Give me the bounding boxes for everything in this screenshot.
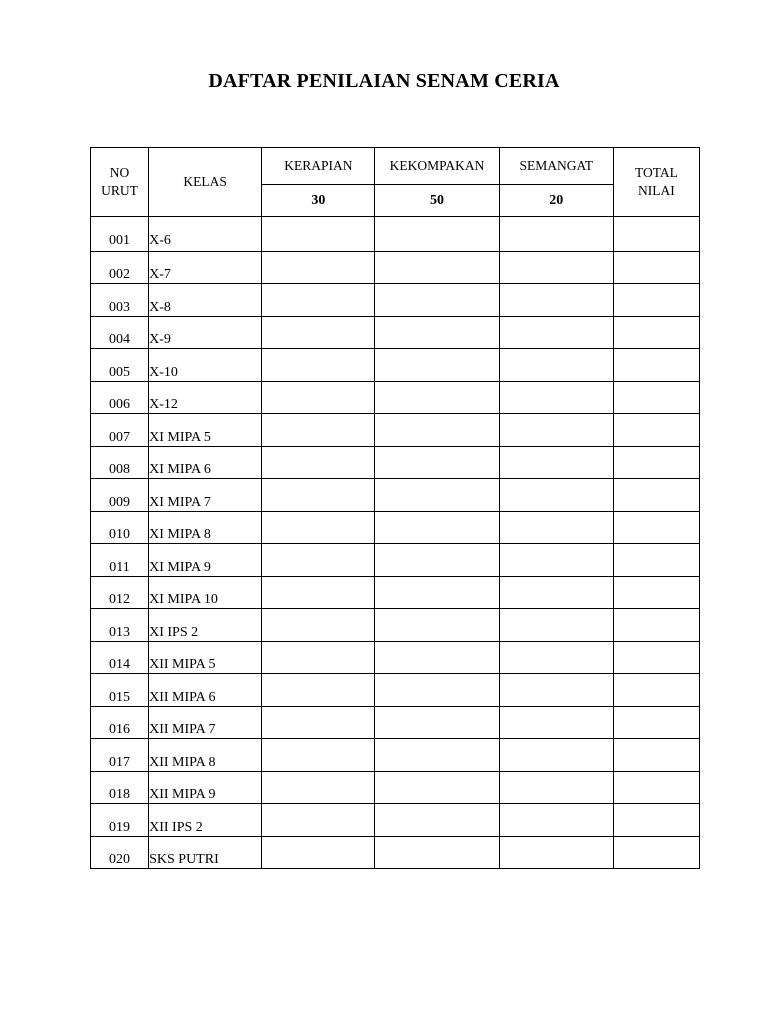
kekompakan-score-cell (375, 739, 499, 772)
total-nilai-cell (613, 217, 699, 252)
no-urut-cell: 010 (91, 511, 149, 544)
table-row (91, 836, 700, 869)
kelas-cell: XI MIPA 9 (149, 544, 262, 577)
total-nilai-cell (613, 381, 699, 414)
no-urut-cell: 020 (91, 836, 149, 869)
kerapian-score-cell (262, 836, 375, 869)
table-row (91, 217, 700, 252)
kelas-cell: XI IPS 2 (149, 609, 262, 642)
kekompakan-score-cell (375, 316, 499, 349)
table-body (91, 217, 700, 869)
table-row (91, 316, 700, 349)
table-row (91, 251, 700, 284)
kekompakan-score-cell (375, 804, 499, 837)
kekompakan-score-cell (375, 251, 499, 284)
kerapian-score-cell (262, 414, 375, 447)
kekompakan-score-cell (375, 836, 499, 869)
table-row (91, 739, 700, 772)
kekompakan-score-cell (375, 771, 499, 804)
kerapian-score-cell (262, 479, 375, 512)
no-urut-cell: 015 (91, 674, 149, 707)
no-urut-cell: 003 (91, 284, 149, 317)
kekompakan-score-cell (375, 674, 499, 707)
kekompakan-score-cell (375, 576, 499, 609)
kerapian-score-cell (262, 316, 375, 349)
kelas-cell: XI MIPA 8 (149, 511, 262, 544)
no-urut-cell: 005 (91, 349, 149, 382)
kelas-cell: X-6 (149, 217, 262, 252)
kerapian-score-cell (262, 349, 375, 382)
no-urut-cell: 017 (91, 739, 149, 772)
no-urut-cell: 014 (91, 641, 149, 674)
total-nilai-cell (613, 544, 699, 577)
total-nilai-cell (613, 414, 699, 447)
total-nilai-cell (613, 576, 699, 609)
kerapian-score-cell (262, 576, 375, 609)
table-row (91, 576, 700, 609)
kerapian-score-cell (262, 674, 375, 707)
score-table (90, 147, 700, 869)
kerapian-score-cell (262, 544, 375, 577)
kelas-cell: XI MIPA 10 (149, 576, 262, 609)
header-kerapian: KERAPIAN (262, 148, 375, 185)
kekompakan-score-cell (375, 544, 499, 577)
no-urut-cell: 006 (91, 381, 149, 414)
kekompakan-score-cell (375, 414, 499, 447)
no-urut-cell: 002 (91, 251, 149, 284)
kelas-cell: X-9 (149, 316, 262, 349)
no-urut-cell: 013 (91, 609, 149, 642)
semangat-score-cell (499, 674, 613, 707)
no-urut-cell: 016 (91, 706, 149, 739)
kelas-cell: X-12 (149, 381, 262, 414)
semangat-score-cell (499, 316, 613, 349)
kerapian-score-cell (262, 641, 375, 674)
semangat-score-cell (499, 771, 613, 804)
total-nilai-cell (613, 609, 699, 642)
total-nilai-cell (613, 836, 699, 869)
total-nilai-cell (613, 284, 699, 317)
semangat-score-cell (499, 381, 613, 414)
semangat-score-cell (499, 641, 613, 674)
kekompakan-score-cell (375, 511, 499, 544)
kelas-cell: XII IPS 2 (149, 804, 262, 837)
total-nilai-cell (613, 251, 699, 284)
total-nilai-cell (613, 316, 699, 349)
kerapian-score-cell (262, 251, 375, 284)
page-title: DAFTAR PENILAIAN SENAM CERIA (208, 70, 560, 92)
kelas-cell: X-8 (149, 284, 262, 317)
no-urut-cell: 009 (91, 479, 149, 512)
kerapian-score-cell (262, 511, 375, 544)
kelas-cell: XI MIPA 7 (149, 479, 262, 512)
kelas-cell: XI MIPA 5 (149, 414, 262, 447)
no-urut-cell: 004 (91, 316, 149, 349)
kekompakan-score-cell (375, 349, 499, 382)
kekompakan-score-cell (375, 381, 499, 414)
kelas-cell: XII MIPA 7 (149, 706, 262, 739)
table-row (91, 609, 700, 642)
kelas-cell: X-7 (149, 251, 262, 284)
header-kelas: KELAS (149, 148, 262, 217)
no-urut-cell: 011 (91, 544, 149, 577)
total-nilai-cell (613, 674, 699, 707)
kekompakan-score-cell (375, 706, 499, 739)
semangat-score-cell (499, 739, 613, 772)
kelas-cell: XII MIPA 8 (149, 739, 262, 772)
semangat-score-cell (499, 706, 613, 739)
total-nilai-cell (613, 511, 699, 544)
table-row (91, 479, 700, 512)
kerapian-score-cell (262, 609, 375, 642)
kerapian-score-cell (262, 771, 375, 804)
semangat-score-cell (499, 804, 613, 837)
no-urut-cell: 007 (91, 414, 149, 447)
table-header (91, 148, 700, 217)
max-score-kerapian: 30 (262, 185, 375, 217)
semangat-score-cell (499, 284, 613, 317)
kekompakan-score-cell (375, 217, 499, 252)
header-semangat: SEMANGAT (499, 148, 613, 185)
total-nilai-cell (613, 641, 699, 674)
kekompakan-score-cell (375, 479, 499, 512)
table-row (91, 349, 700, 382)
semangat-score-cell (499, 479, 613, 512)
semangat-score-cell (499, 511, 613, 544)
semangat-score-cell (499, 217, 613, 252)
semangat-score-cell (499, 414, 613, 447)
table-row (91, 511, 700, 544)
kelas-cell: XII MIPA 6 (149, 674, 262, 707)
table-row (91, 414, 700, 447)
kelas-cell: XII MIPA 5 (149, 641, 262, 674)
total-nilai-cell (613, 349, 699, 382)
kekompakan-score-cell (375, 284, 499, 317)
no-urut-cell: 001 (91, 217, 149, 252)
no-urut-cell: 018 (91, 771, 149, 804)
table-row (91, 446, 700, 479)
table-row (91, 674, 700, 707)
header-total-nilai: TOTAL NILAI (613, 148, 699, 217)
kerapian-score-cell (262, 217, 375, 252)
total-nilai-cell (613, 804, 699, 837)
semangat-score-cell (499, 609, 613, 642)
kekompakan-score-cell (375, 641, 499, 674)
header-no-urut: NO URUT (91, 148, 149, 217)
kelas-cell: SKS PUTRI (149, 836, 262, 869)
table-row (91, 381, 700, 414)
kelas-cell: X-10 (149, 349, 262, 382)
total-nilai-cell (613, 479, 699, 512)
kelas-cell: XI MIPA 6 (149, 446, 262, 479)
total-nilai-cell (613, 739, 699, 772)
kerapian-score-cell (262, 284, 375, 317)
kerapian-score-cell (262, 446, 375, 479)
max-score-semangat: 20 (499, 185, 613, 217)
kekompakan-score-cell (375, 609, 499, 642)
table-row (91, 771, 700, 804)
total-nilai-cell (613, 446, 699, 479)
table-row (91, 284, 700, 317)
max-score-kekompakan: 50 (375, 185, 499, 217)
kerapian-score-cell (262, 739, 375, 772)
table-row (91, 544, 700, 577)
no-urut-cell: 019 (91, 804, 149, 837)
semangat-score-cell (499, 836, 613, 869)
semangat-score-cell (499, 544, 613, 577)
semangat-score-cell (499, 349, 613, 382)
kekompakan-score-cell (375, 446, 499, 479)
kerapian-score-cell (262, 381, 375, 414)
kelas-cell: XII MIPA 9 (149, 771, 262, 804)
semangat-score-cell (499, 576, 613, 609)
total-nilai-cell (613, 771, 699, 804)
table-row (91, 641, 700, 674)
total-nilai-cell (613, 706, 699, 739)
kerapian-score-cell (262, 804, 375, 837)
no-urut-cell: 012 (91, 576, 149, 609)
semangat-score-cell (499, 446, 613, 479)
table-row (91, 804, 700, 837)
header-kekompakan: KEKOMPAKAN (375, 148, 499, 185)
no-urut-cell: 008 (91, 446, 149, 479)
semangat-score-cell (499, 251, 613, 284)
table-row (91, 706, 700, 739)
kerapian-score-cell (262, 706, 375, 739)
